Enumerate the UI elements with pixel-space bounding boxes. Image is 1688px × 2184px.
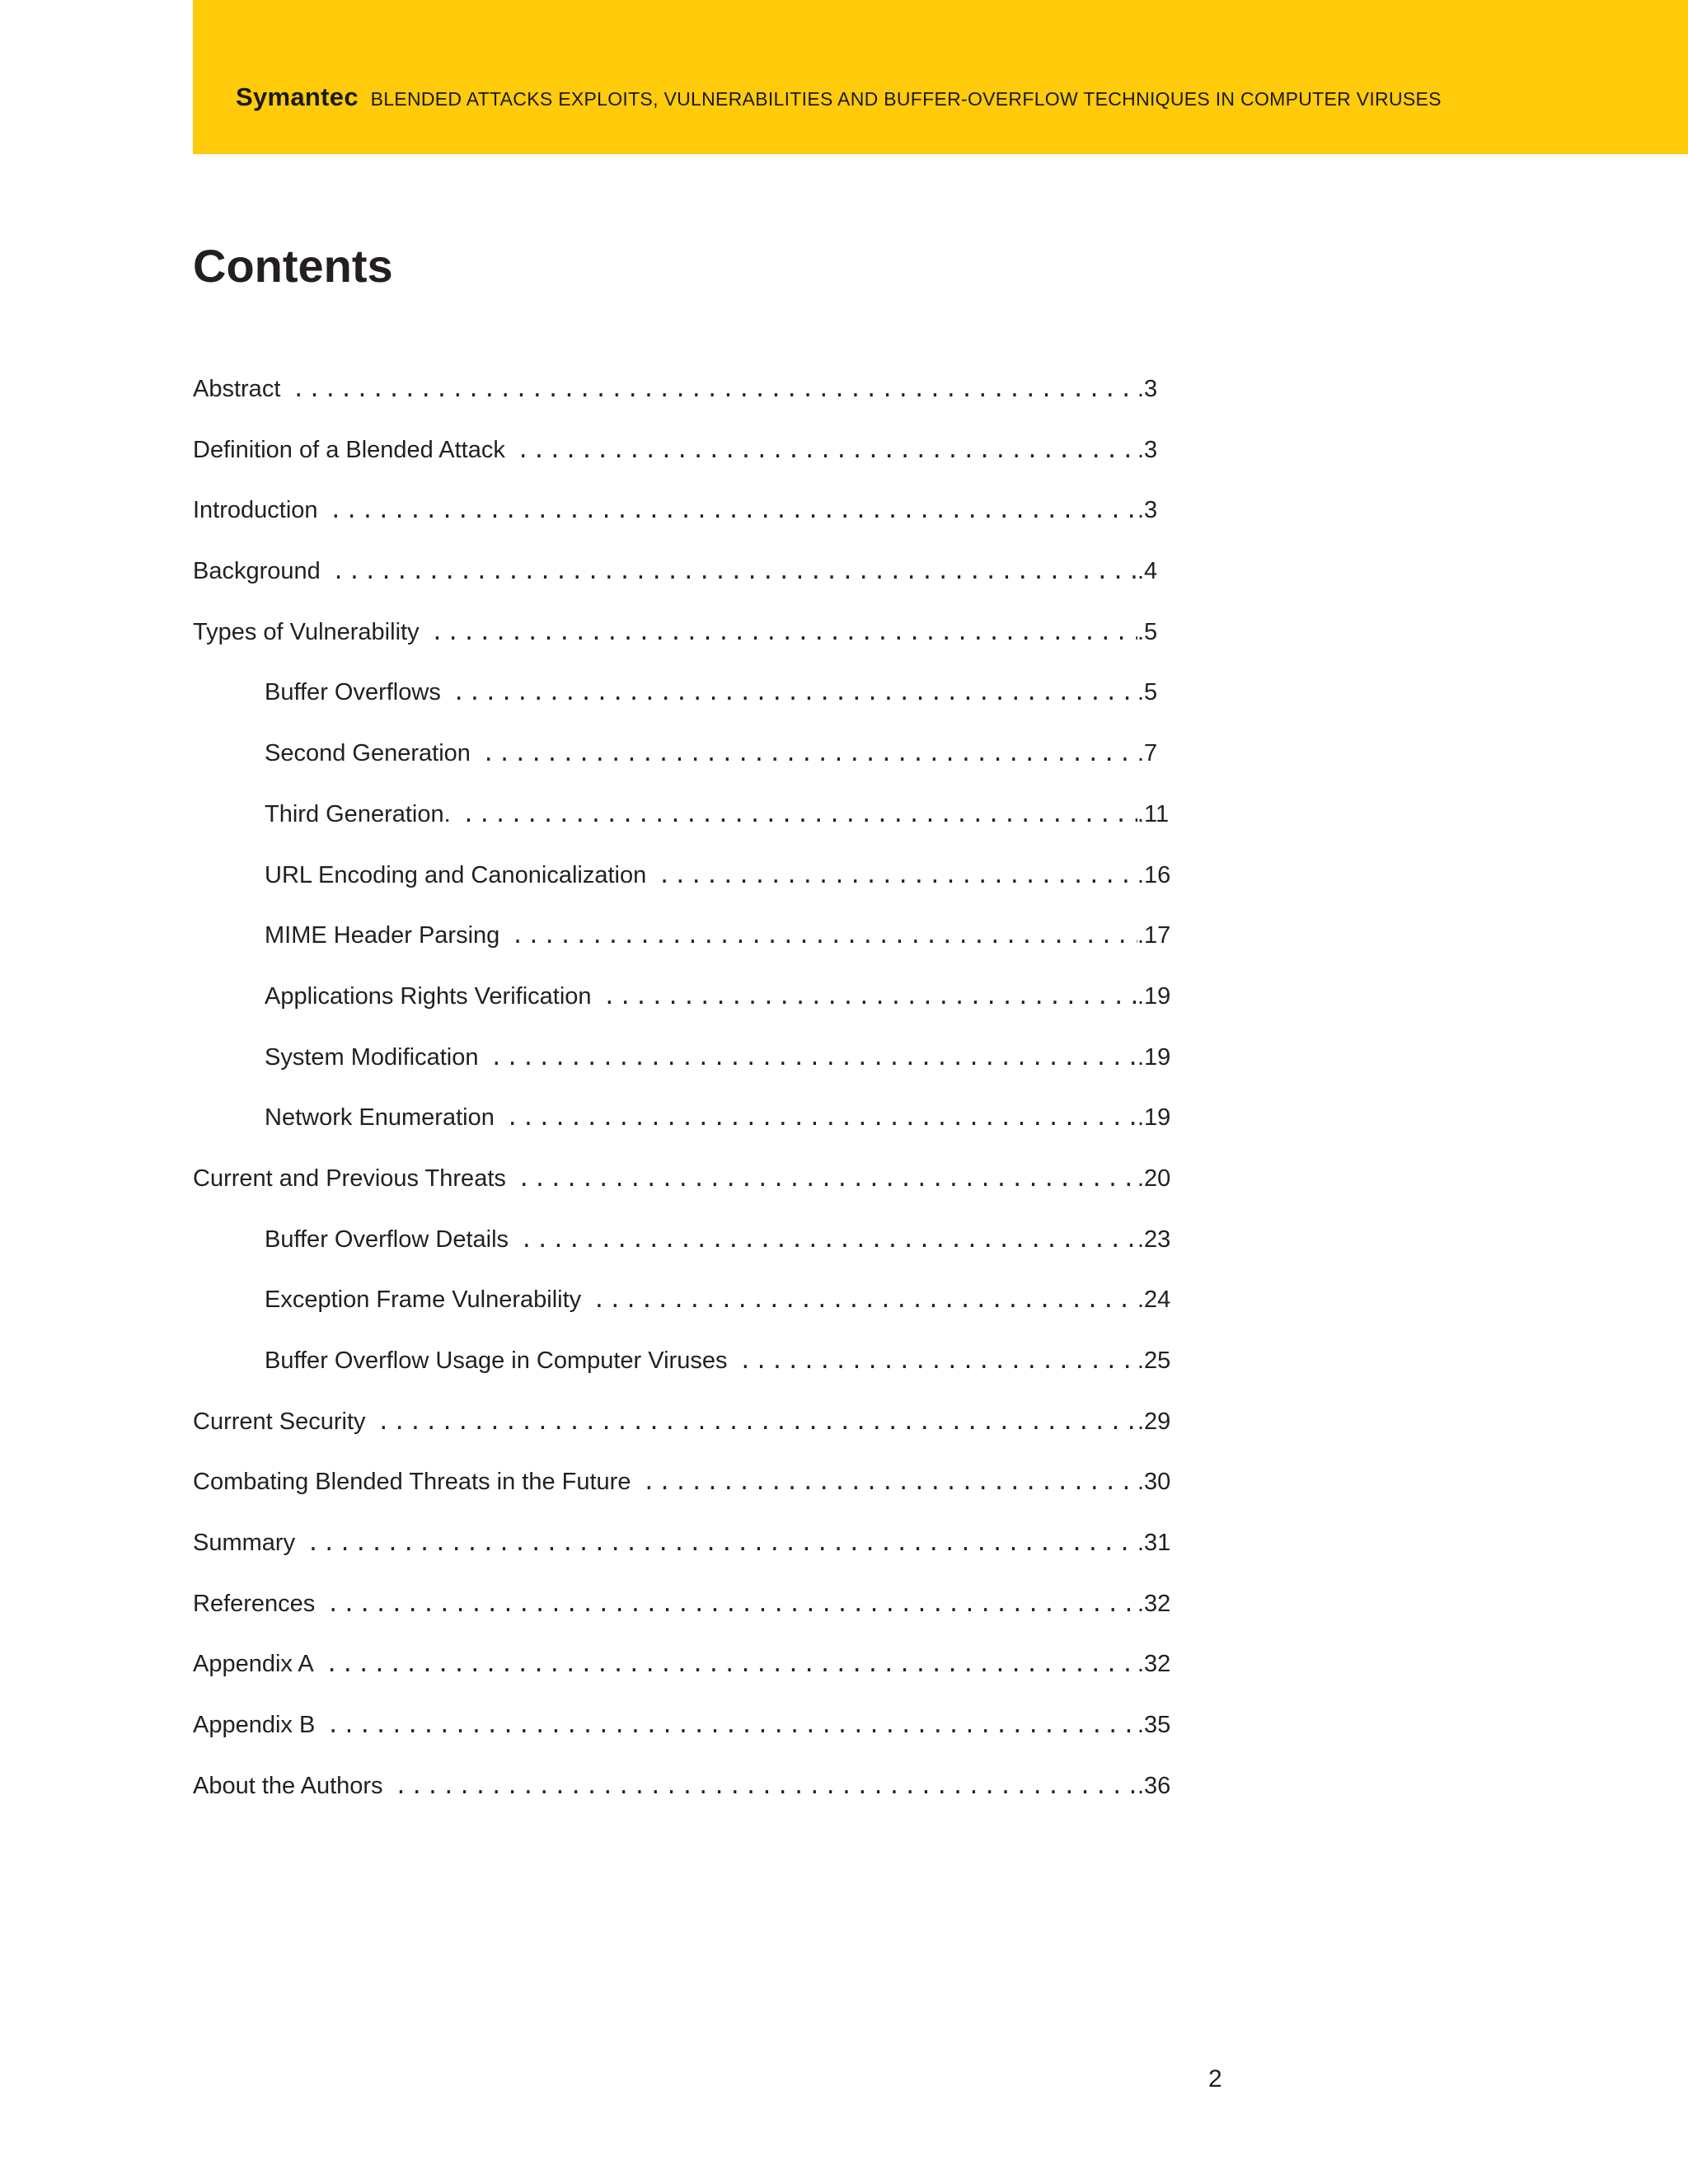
toc-entry[interactable]: [193, 1104, 1174, 1165]
toc-entry-page: .36: [1137, 1772, 1171, 1799]
toc-dot-leader: [593, 1286, 1137, 1315]
toc-entry-title: Types of Vulnerability: [193, 618, 420, 645]
toc-entry-title: Combating Blended Threats in the Future: [193, 1469, 631, 1496]
toc-entry-page: .24: [1137, 1286, 1171, 1314]
toc-entry-title: References: [193, 1590, 316, 1617]
toc-entry[interactable]: [193, 678, 1174, 739]
toc-dot-leader: [377, 1408, 1137, 1437]
toc-entry-page: .31: [1137, 1530, 1171, 1557]
toc-entry-page: .7: [1137, 740, 1158, 767]
toc-entry-title: Background: [193, 558, 321, 585]
toc-entry[interactable]: [193, 618, 1174, 679]
toc-dot-leader: [518, 1165, 1137, 1194]
header-band: [193, 0, 1688, 154]
toc-entry-page: .19: [1137, 982, 1171, 1010]
toc-entry-title: MIME Header Parsing: [265, 922, 500, 949]
toc-dot-leader: [452, 678, 1137, 708]
toc-entry[interactable]: [193, 1468, 1174, 1529]
toc-dot-leader: [490, 1043, 1138, 1073]
toc-entry-page: .4: [1137, 558, 1158, 585]
toc-entry[interactable]: [193, 1529, 1174, 1590]
toc-entry-page: .17: [1137, 922, 1171, 949]
toc-entry[interactable]: [193, 921, 1174, 982]
toc-entry-page: .30: [1137, 1469, 1171, 1496]
toc-entry[interactable]: [193, 436, 1174, 497]
toc-dot-leader: [658, 861, 1137, 891]
toc-entry[interactable]: [193, 739, 1174, 800]
toc-dot-leader: [332, 557, 1137, 587]
toc-dot-leader: [307, 1529, 1137, 1558]
toc-entry-page: .16: [1137, 861, 1171, 888]
toc-entry-title: Appendix A: [193, 1651, 314, 1678]
toc-dot-leader: [330, 496, 1137, 526]
toc-entry-title: Buffer Overflows: [265, 679, 441, 706]
toc-entry-page: .19: [1137, 1043, 1171, 1071]
toc-entry-page: .35: [1137, 1712, 1171, 1739]
toc-entry[interactable]: [193, 1226, 1174, 1286]
toc-entry-page: .29: [1137, 1408, 1171, 1435]
toc-entry-title: System Modification: [265, 1043, 479, 1071]
toc-dot-leader: [603, 982, 1137, 1012]
toc-entry-page: .20: [1137, 1165, 1171, 1192]
toc-entry[interactable]: [193, 557, 1174, 618]
toc-entry-title: Second Generation: [265, 740, 471, 767]
document-title: BLENDED ATTACKS EXPLOITS, VULNERABILITIES AND BUFFER-OVERFLOW TECHNIQUES IN COMPUTER VIRUSES: [370, 88, 1442, 110]
page-number: 2: [1208, 2065, 1222, 2093]
toc-dot-leader: [462, 800, 1137, 830]
toc-entry[interactable]: [193, 982, 1174, 1043]
toc-entry-page: .32: [1137, 1590, 1171, 1617]
toc-entry-title: Introduction: [193, 497, 318, 524]
table-of-contents: [193, 375, 1174, 1833]
toc-entry-title: Applications Rights Verification: [265, 982, 592, 1010]
toc-entry-page: .11: [1137, 800, 1170, 827]
toc-entry-page: .23: [1137, 1226, 1171, 1253]
toc-entry[interactable]: [193, 1286, 1174, 1347]
toc-entry-title: Current and Previous Threats: [193, 1165, 506, 1192]
toc-dot-leader: [738, 1347, 1137, 1376]
toc-dot-leader: [506, 1104, 1137, 1133]
toc-entry-page: .3: [1137, 436, 1158, 463]
toc-entry-title: Current Security: [193, 1408, 366, 1435]
toc-entry-page: .3: [1137, 497, 1158, 524]
toc-entry[interactable]: [193, 1165, 1174, 1226]
toc-entry-page: .5: [1137, 679, 1158, 706]
page-title: Contents: [193, 240, 393, 292]
toc-dot-leader: [520, 1226, 1137, 1255]
toc-dot-leader: [326, 1650, 1137, 1680]
toc-dot-leader: [395, 1772, 1137, 1802]
toc-entry-title: Buffer Overflow Details: [265, 1226, 509, 1253]
toc-entry-page: .32: [1137, 1651, 1171, 1678]
toc-entry[interactable]: [193, 861, 1174, 922]
toc-dot-leader: [511, 921, 1137, 951]
toc-entry[interactable]: [193, 800, 1174, 861]
toc-entry[interactable]: [193, 1347, 1174, 1408]
toc-entry-title: Exception Frame Vulnerability: [265, 1286, 582, 1314]
toc-dot-leader: [482, 739, 1137, 769]
toc-entry-title: Network Enumeration: [265, 1104, 495, 1132]
toc-entry-title: Summary: [193, 1530, 296, 1557]
toc-dot-leader: [431, 618, 1137, 648]
toc-entry-title: Buffer Overflow Usage in Computer Viruses: [265, 1347, 728, 1374]
toc-dot-leader: [292, 375, 1137, 405]
toc-dot-leader: [326, 1590, 1137, 1619]
toc-entry[interactable]: [193, 1590, 1174, 1651]
brand-name: Symantec: [236, 82, 359, 111]
toc-entry[interactable]: [193, 375, 1174, 436]
toc-entry-page: .5: [1137, 618, 1158, 645]
toc-entry-page: .25: [1137, 1347, 1171, 1374]
header-text: [236, 82, 1442, 112]
toc-entry-title: About the Authors: [193, 1772, 383, 1799]
toc-entry-title: Third Generation.: [265, 800, 451, 827]
toc-dot-leader: [517, 436, 1137, 466]
toc-entry[interactable]: [193, 1408, 1174, 1469]
toc-entry[interactable]: [193, 1650, 1174, 1711]
toc-entry-title: Appendix B: [193, 1712, 316, 1739]
toc-entry-title: Abstract: [193, 376, 281, 402]
toc-entry[interactable]: [193, 1711, 1174, 1772]
toc-entry-title: Definition of a Blended Attack: [193, 436, 505, 463]
toc-entry[interactable]: [193, 496, 1174, 557]
toc-entry-title: URL Encoding and Canonicalization: [265, 861, 647, 888]
toc-entry-page: .19: [1137, 1104, 1171, 1132]
toc-entry[interactable]: [193, 1043, 1174, 1104]
toc-entry-page: .3: [1137, 376, 1158, 402]
toc-entry[interactable]: [193, 1772, 1174, 1833]
toc-dot-leader: [642, 1468, 1137, 1497]
toc-dot-leader: [326, 1711, 1137, 1741]
